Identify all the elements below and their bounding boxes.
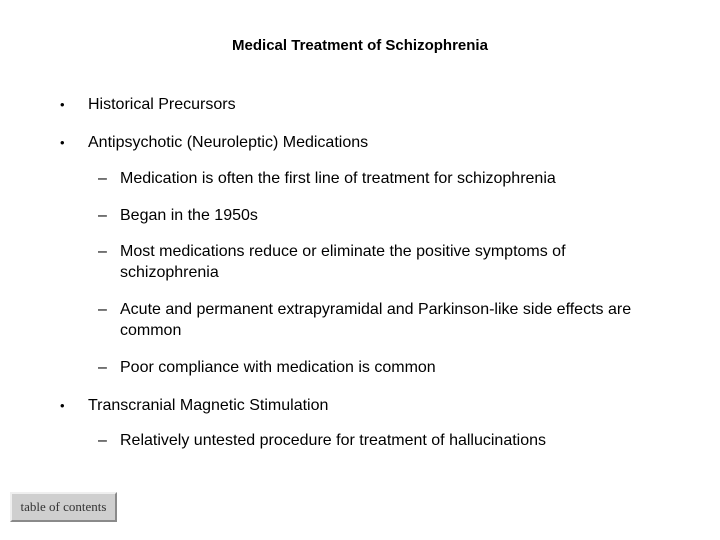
bullet-marker: • [60,135,65,150]
sub-bullet-marker: – [98,243,107,260]
sub-bullet-text: Poor compliance with medication is common [120,359,436,376]
table-of-contents-button[interactable]: table of contents [10,492,117,522]
sub-bullet-text: Medication is often the first line of treatment for schizophrenia [120,170,556,187]
sub-bullet-text: Began in the 1950s [120,207,258,224]
bullet-marker: • [60,97,65,112]
sub-bullet-marker: – [98,170,107,187]
sub-bullet-marker: – [98,301,107,318]
bullet-text: Transcranial Magnetic Stimulation [88,397,329,414]
sub-bullet-text: Most medications reduce or eliminate the positive symptoms of schizophrenia [120,243,566,281]
slide-title: Medical Treatment of Schizophrenia [232,37,488,54]
sub-bullet-marker: – [98,207,107,224]
sub-bullet-marker: – [98,432,107,449]
sub-bullet-text: Relatively untested procedure for treatment of hallucinations [120,432,547,449]
bullet-marker: • [60,398,65,413]
sub-bullet-marker: – [98,359,107,376]
bullet-text: Historical Precursors [88,96,236,113]
sub-bullet-text: Acute and permanent extrapyramidal and Parkinson-like side effects are common [120,301,632,339]
bullet-text: Antipsychotic (Neuroleptic) Medications [88,134,369,151]
